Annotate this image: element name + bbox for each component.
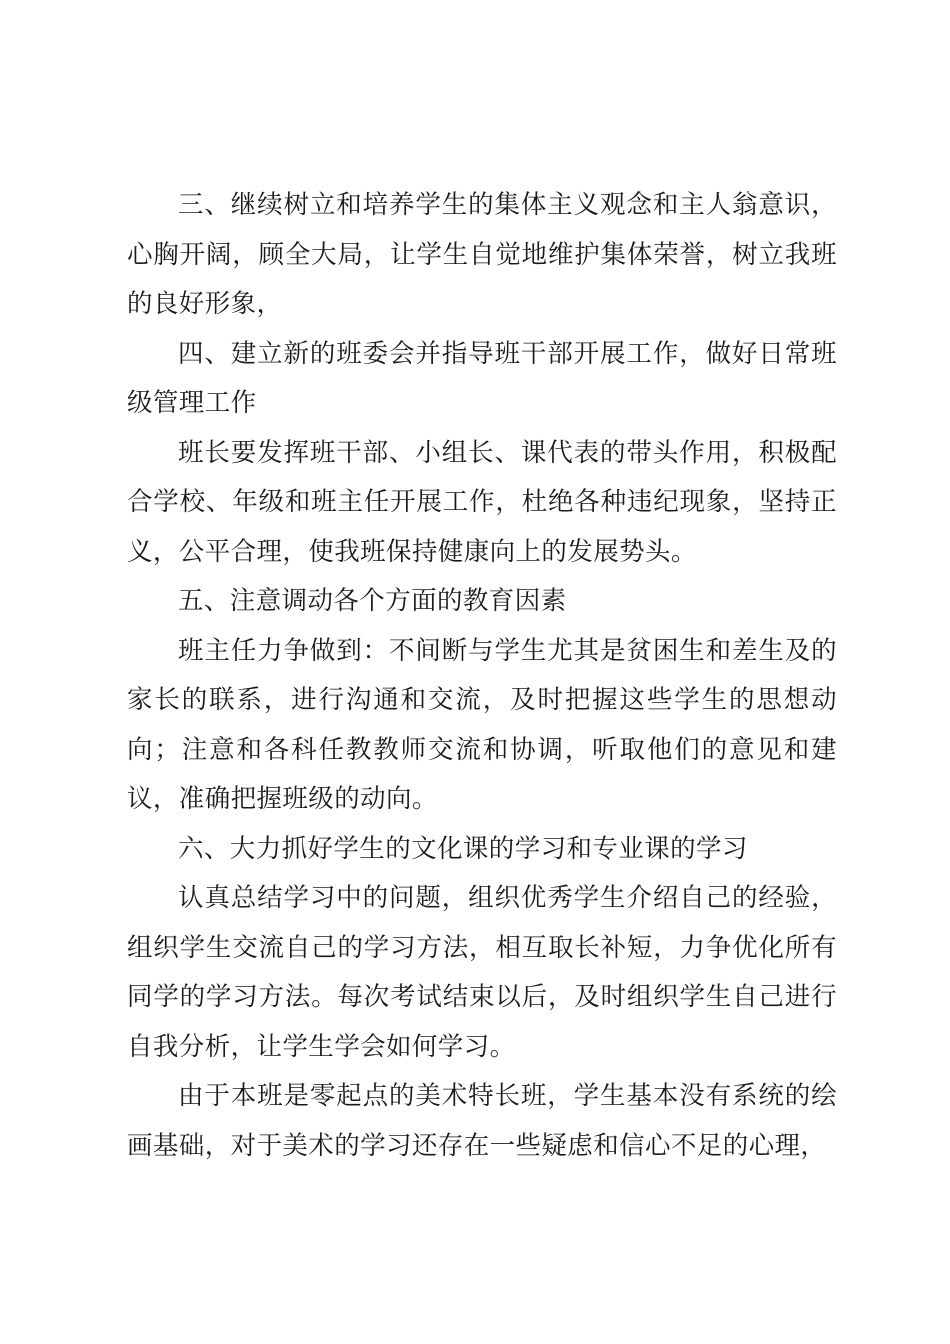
- paragraph-section-6-heading: 六、大力抓好学生的文化课的学习和专业课的学习: [178, 833, 748, 864]
- paragraph-section-4-heading: 四、建立新的班委会并指导班干部开展工作，做好日常班级管理工作: [127, 338, 837, 418]
- paragraph-section-6-body: 认真总结学习中的问题，组织优秀学生介绍自己的经验，组织学生交流自己的学习方法，相互取长补短，力争优化所有同学的学习方法。每次考试结束以后，及时组织学生自己进行自我分析，让学生学会如何学习。: [127, 883, 837, 1062]
- paragraph-art-class: 由于本班是零起点的美术特长班，学生基本没有系统的绘画基础，对于美术的学习还存在一些疑虑和信心不足的心理，: [127, 1081, 837, 1161]
- paragraph-section-3: 三、继续树立和培养学生的集体主义观念和主人翁意识，心胸开阔，顾全大局，让学生自觉地维护集体荣誉，树立我班的良好形象，: [127, 190, 837, 319]
- paragraph-section-5-body: 班主任力争做到：不间断与学生尤其是贫困生和差生及的家长的联系，进行沟通和交流，及时把握这些学生的思想动向；注意和各科任教教师交流和协调，听取他们的意见和建议，准确把握班级的动向。: [127, 635, 837, 814]
- paragraph-section-4-body: 班长要发挥班干部、小组长、课代表的带头作用，积极配合学校、年级和班主任开展工作，杜绝各种违纪现象，坚持正义，公平合理，使我班保持健康向上的发展势头。: [127, 437, 837, 567]
- document-body: [127, 181, 837, 1171]
- paragraph-section-5-heading: 五、注意调动各个方面的教育因素: [178, 586, 567, 616]
